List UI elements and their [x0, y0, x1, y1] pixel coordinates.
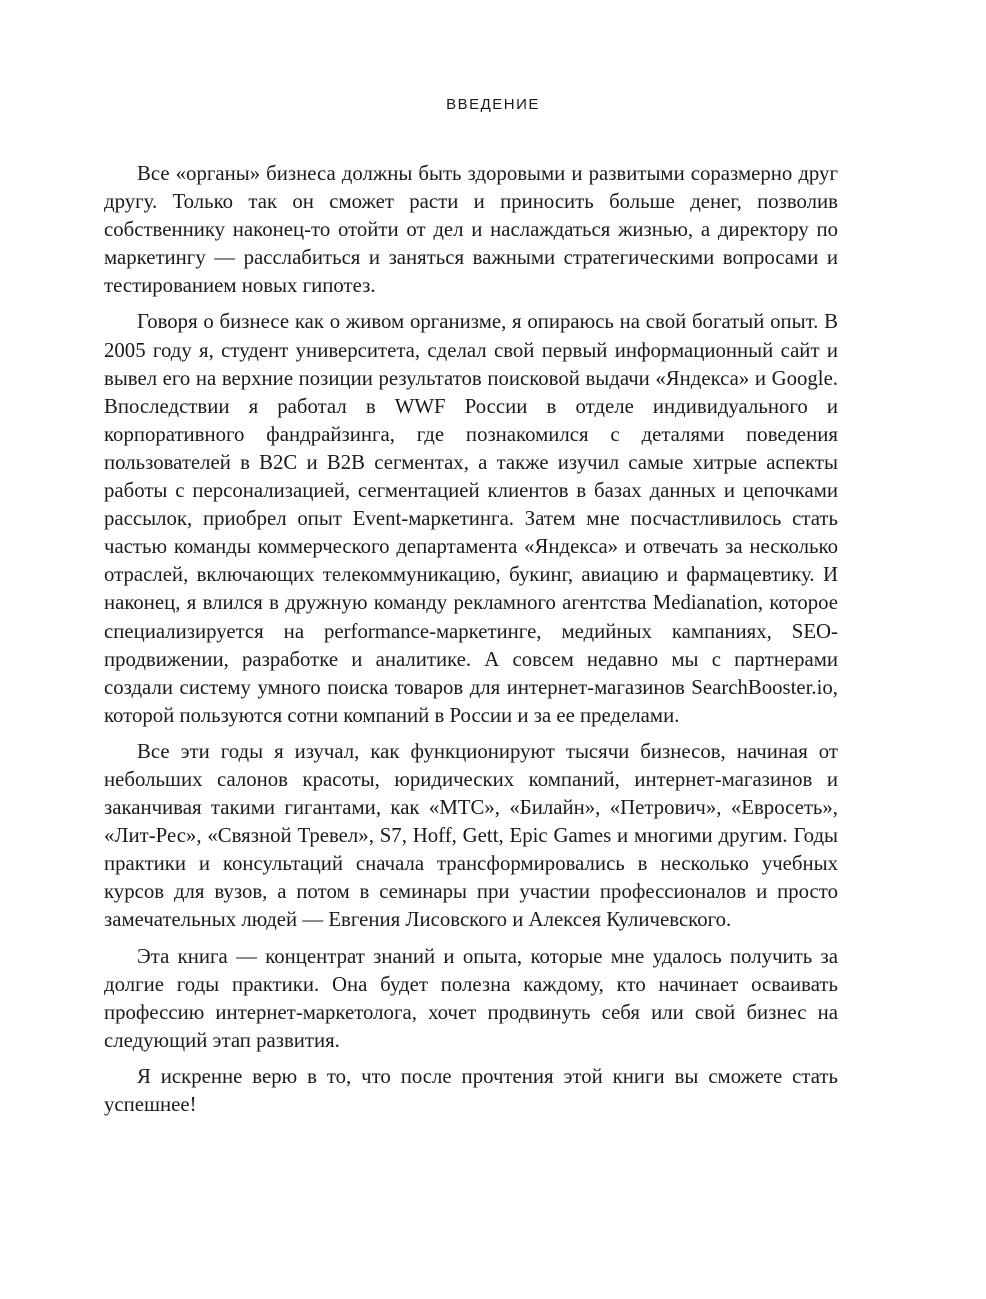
- paragraph: Все эти годы я изучал, как функционируют тысячи бизнесов, начиная от небольших салонов красоты, юридических компаний, интернет-магазинов и заканчивая такими гигантами, как «МТС», «Билайн», «Петрович», «Евросеть», «Лит-Рес», «Связной Тревел», S7, Hoff, Gett, Epic Games и многими другим. Годы практики и консультаций сначала трансформировались в несколько учебных курсов для вузов, а потом в семинары при участии профессионалов и просто замечательных людей — Евгения Лисовского и Алексея Куличевского.: [104, 739, 838, 932]
- paragraph: Эта книга — концентрат знаний и опыта, которые мне удалось получить за долгие годы практики. Она будет полезна каждому, кто начинает осваивать профессию интернет-маркетолога, хочет продвинуть себя или свой бизнес на следующий этап развития.: [104, 944, 838, 1052]
- paragraph: Говоря о бизнесе как о живом организме, я опираюсь на свой богатый опыт. В 2005 году я, студент университета, сделал свой первый информационный сайт и вывел его на верхние позиции результатов поисковой выдачи «Яндекса» и Google. Впоследствии я работал в WWF России в отделе индивидуального и корпоративного фандрайзинга, где познакомился с деталями поведения пользователей в B2C и B2B сегментах, а также изучил самые хитрые аспекты работы с персонализацией, сегментацией клиентов в базах данных и цепочками рассылок, приобрел опыт Event-маркетинга. Затем мне посчастливилось стать частью команды коммерческого департамента «Яндекса» и отвечать за несколько отраслей, включающих телекоммуникацию, букинг, авиацию и фармацевтику. И наконец, я влился в дружную команду рекламного агентства Medianation, которое специализируется на performance-маркетинге, медийных кампаниях, SEO-продвижении, разработке и аналитике. А совсем недавно мы с партнерами создали систему умного поиска товаров для интернет-магазинов SearchBooster.io, которой пользуются сотни компаний в России и за ее пределами.: [104, 310, 838, 727]
- body-text: [104, 160, 838, 1127]
- paragraph: Все «органы» бизнеса должны быть здоровыми и развитыми соразмерно друг другу. Только так он сможет расти и приносить больше денег, позволив собственнику наконец-то отойти от дел и наслаждаться жизнью, а директору по маркетингу — расслабиться и заняться важными стратегическими вопросами и тестированием новых гипотез.: [104, 162, 838, 298]
- paragraph: Я искренне верю в то, что после прочтения этой книги вы сможете стать успешнее!: [104, 1064, 838, 1116]
- running-head-title: ВВЕДЕНИЕ: [446, 96, 540, 113]
